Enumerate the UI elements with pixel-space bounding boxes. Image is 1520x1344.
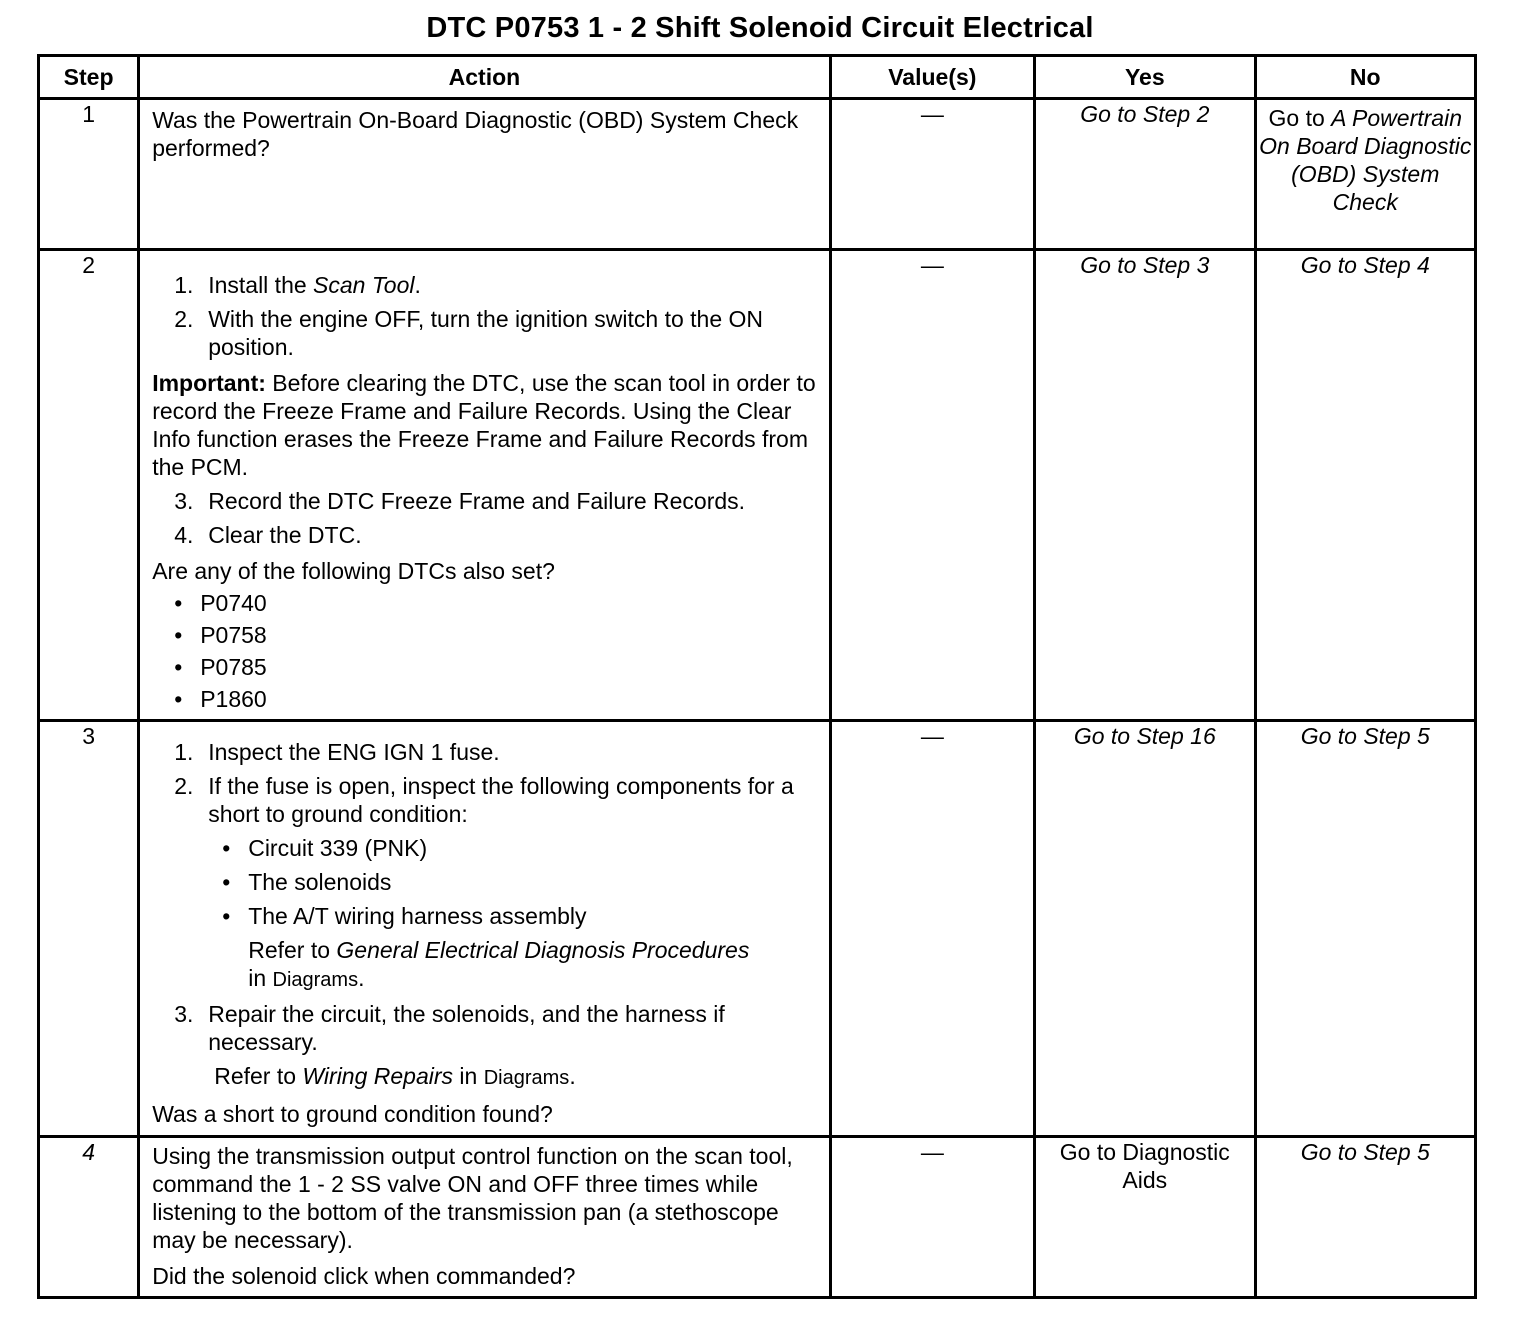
dtc-bullet: • P0785: [174, 654, 267, 680]
action-text: Was the Powertrain On-Board Diagnostic (OBD) System Check performed?: [152, 107, 799, 161]
header-step: Step: [39, 56, 139, 99]
component-bullet: • Circuit 339 (PNK): [222, 835, 428, 861]
dtc-bullet: • P0758: [174, 622, 267, 648]
step-number: 1: [39, 99, 139, 250]
step-number: 3: [39, 721, 139, 1137]
step-number: 4: [39, 1137, 139, 1298]
list-item: 3. Record the DTC Freeze Frame and Failure Records.: [174, 488, 746, 514]
no-prefix: Go to: [1268, 105, 1332, 131]
no-cell: Go to Step 5: [1255, 1137, 1475, 1298]
header-yes: Yes: [1035, 56, 1255, 99]
list-item: 2. With the engine OFF, turn the ignition switch to the ON position.: [174, 306, 764, 360]
action-text: Using the transmission output control function on the scan tool, command the 1 - 2 SS valve ON and OFF three times while listening to the bottom of the transmission pan (a stethoscope may be necessary).: [152, 1143, 793, 1253]
action-cell: [139, 99, 830, 250]
no-cell: Go to Step 4: [1255, 250, 1475, 721]
document-title: DTC P0753 1 - 2 Shift Solenoid Circuit Electrical: [426, 12, 1094, 44]
value-cell: —: [830, 99, 1034, 250]
reference-note: Refer to Wiring Repairs in Diagrams.: [214, 1063, 576, 1089]
table-row: [39, 721, 1476, 1137]
table-row: [39, 99, 1476, 250]
reference-note: Refer to General Electrical Diagnosis Procedures in Diagrams.: [248, 937, 750, 991]
yes-cell: Go to Step 2: [1035, 99, 1255, 250]
header-values: Value(s): [830, 56, 1034, 99]
no-cell: [1255, 99, 1475, 250]
table-row: [39, 1137, 1476, 1298]
list-item: 1. Inspect the ENG IGN 1 fuse.: [174, 739, 500, 765]
header-row: [39, 56, 1476, 99]
list-item: 2. If the fuse is open, inspect the following components for a short to ground condition:: [174, 773, 794, 827]
step-number: 2: [39, 250, 139, 721]
value-cell: —: [830, 1137, 1034, 1298]
important-note: Important: Before clearing the DTC, use the scan tool in order to record the Freeze Frame and Failure Records. Using the Clear Info function erases the Freeze Frame and Failure Records from the PCM.: [152, 370, 816, 480]
question-text: Are any of the following DTCs also set?: [152, 558, 555, 584]
no-cell: Go to Step 5: [1255, 721, 1475, 1137]
list-item: 4. Clear the DTC.: [174, 522, 362, 548]
list-item: 3. Repair the circuit, the solenoids, and the harness if necessary.: [174, 1001, 725, 1055]
header-no: No: [1255, 56, 1475, 99]
yes-cell: Go to Step 16: [1035, 721, 1255, 1137]
dtc-bullet: • P0740: [174, 590, 267, 616]
question-text: Was a short to ground condition found?: [152, 1101, 553, 1127]
value-cell: —: [830, 721, 1034, 1137]
no-reference: A Powertrain On Board Diagnostic (OBD) System Check: [1259, 105, 1472, 215]
yes-cell: Go to Step 3: [1035, 250, 1255, 721]
diagnostic-table: [37, 54, 1477, 1299]
list-item: 1. Install the Scan Tool.: [174, 272, 421, 298]
question-text: Did the solenoid click when commanded?: [152, 1263, 576, 1289]
value-cell: —: [830, 250, 1034, 721]
component-bullet: • The A/T wiring harness assembly: [222, 903, 587, 929]
yes-cell: Go to Diagnostic Aids: [1035, 1137, 1255, 1298]
action-cell: [139, 721, 830, 1137]
action-cell: [139, 250, 830, 721]
header-action: Action: [139, 56, 830, 99]
dtc-bullet: • P1860: [174, 686, 267, 712]
table-row: [39, 250, 1476, 721]
action-cell: [139, 1137, 830, 1298]
component-bullet: • The solenoids: [222, 869, 392, 895]
